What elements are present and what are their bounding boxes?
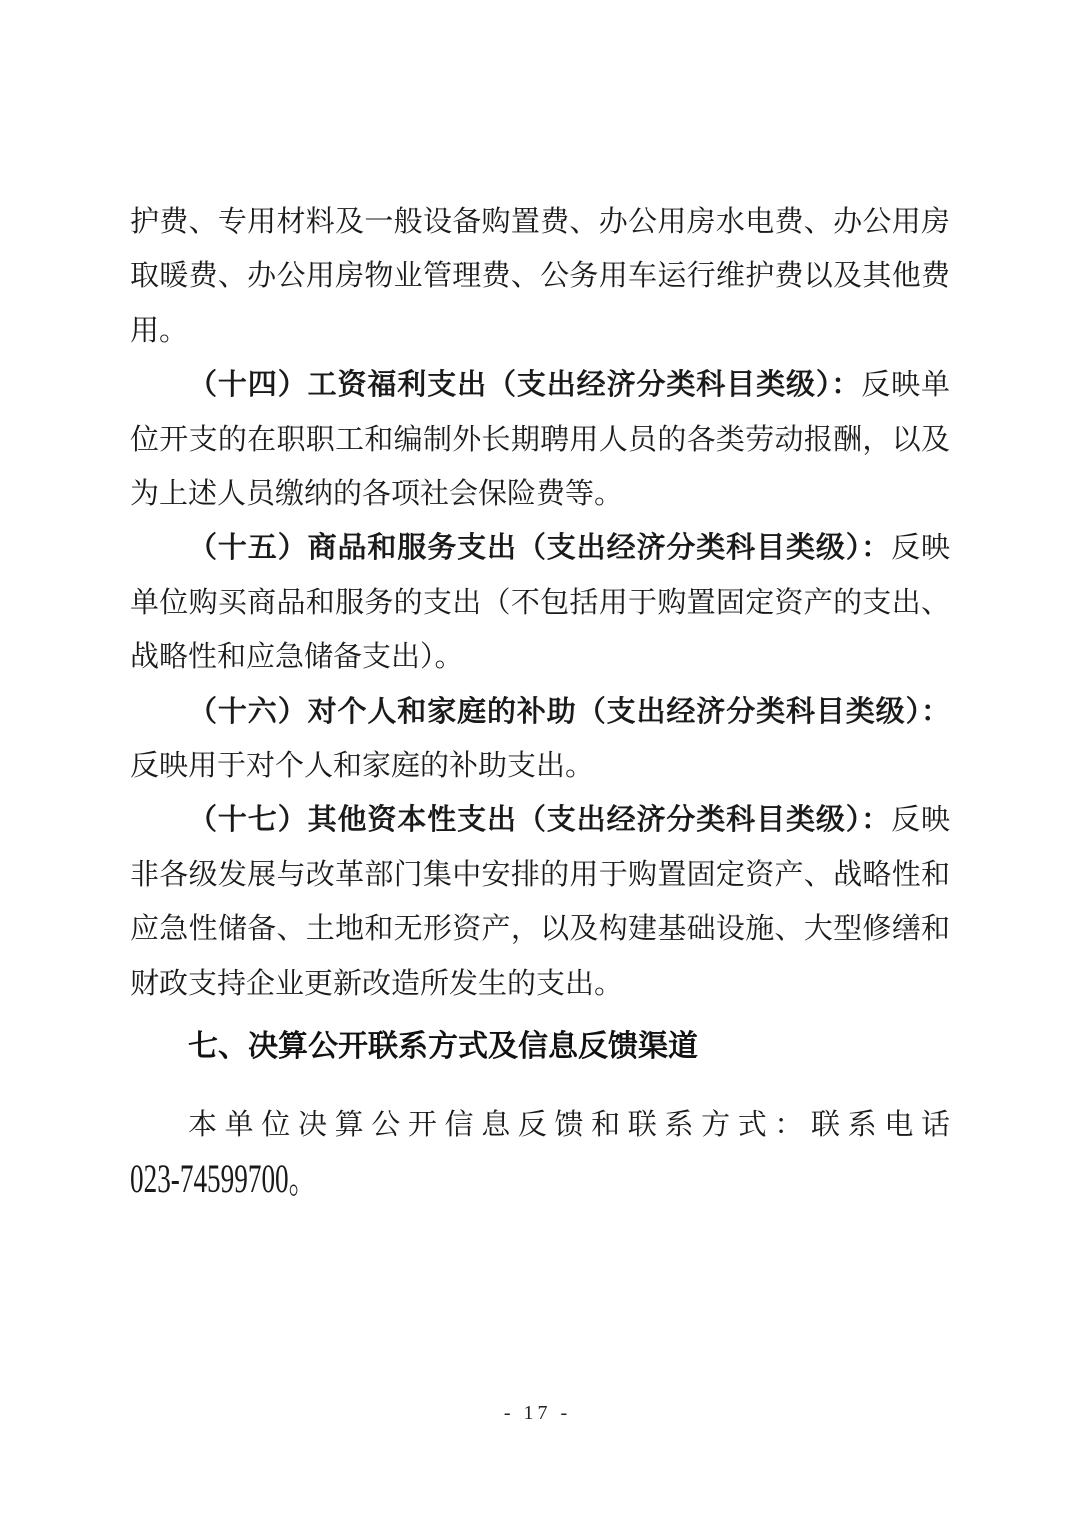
section-heading: 七、决算公开联系方式及信息反馈渠道 bbox=[188, 1030, 698, 1064]
paragraph-text: 反映单位购买商品和服务的支出（不包括用于购置固定资产的支出、战略性和应急储备支出）。 bbox=[130, 532, 950, 674]
paragraph-text: 反映非各级发展与改革部门集中安排的用于购置固定资产、战略性和应急性储备、土地和无形资产，以及构建基础设施、大型修缮和财政支持企业更新改造所发生的支出。 bbox=[130, 804, 950, 1000]
body-paragraphs bbox=[130, 195, 950, 1011]
paragraph-text: 反映用于对个人和家庭的补助支出。 bbox=[130, 750, 595, 783]
paragraph-text: 护费、专用材料及一般设备购置费、办公用房水电费、办公用房取暖费、办公用房物业管理费、公务用车运行维护费以及其他费用。 bbox=[130, 206, 950, 347]
paragraph-3 bbox=[130, 521, 950, 684]
paragraph-lead-bold: （十七）其他资本性支出（支出经济分类科目类级）： bbox=[188, 804, 892, 837]
document-body bbox=[130, 195, 950, 1210]
paragraph-text: 反映单位开支的在职职工和编制外长期聘用人员的各类劳动报酬，以及为上述人员缴纳的各项社会保险费等。 bbox=[130, 369, 950, 511]
paragraph-lead-bold: （十六）对个人和家庭的补助（支出经济分类科目类级）： bbox=[188, 695, 950, 728]
paragraph-lead-bold: （十四）工资福利支出（支出经济分类科目类级）： bbox=[188, 369, 862, 402]
paragraph-lead-bold: （十五）商品和服务支出（支出经济分类科目类级）： bbox=[188, 532, 892, 565]
page-footer bbox=[0, 1402, 1075, 1425]
contact-info-line: 本单位决算公开信息反馈和联系方式：联系电话 bbox=[188, 1108, 950, 1141]
paragraph-5 bbox=[130, 793, 950, 1011]
paragraph-1 bbox=[130, 195, 950, 358]
page-number: - 17 - bbox=[503, 1402, 572, 1424]
contact-phone-line bbox=[130, 1152, 950, 1210]
paragraph-2 bbox=[130, 358, 950, 521]
paragraph-4 bbox=[130, 685, 950, 794]
phone-number: 023-74599700。 bbox=[130, 1155, 316, 1201]
